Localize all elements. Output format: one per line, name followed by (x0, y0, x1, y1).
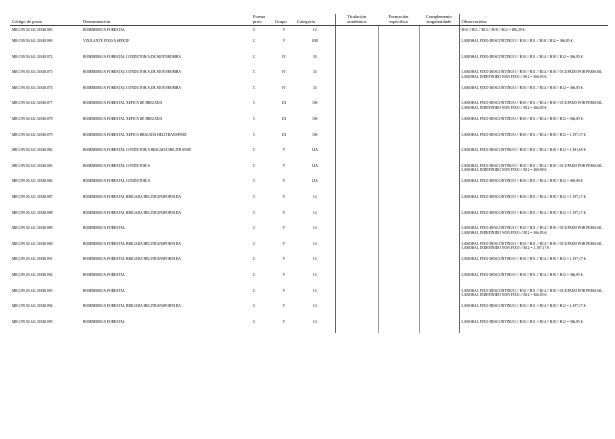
cell-grupo: IV (282, 85, 286, 90)
cell-titulacion (335, 209, 378, 225)
cell-codigo: MR.C99.50.141.31848.079 (12, 132, 53, 137)
table-row (10, 255, 608, 271)
cell-observaciones: LABORAL FIXO-DESCONTINUO // B10 // B11 // B14 // B18 // OCUPADO POR PERSOAL LABORAL INDEFINIDO NON FIXO // B12 = 366,85 €. (459, 287, 608, 303)
cell-complemento (419, 177, 459, 193)
cell-forma: C (253, 257, 256, 262)
cell-codigo: MR.C99.50.141.31848.069 (12, 39, 53, 43)
table-row (10, 193, 608, 209)
cell-titulacion (335, 240, 378, 256)
cell-forma: C (253, 319, 256, 324)
cell-formacion (378, 193, 419, 209)
header-denominacion: Denominación (81, 14, 251, 26)
cell-complemento (419, 302, 459, 318)
cell-complemento (419, 193, 459, 209)
cell-observaciones: LABORAL FIXO-DESCONTINUO // B10 // B11 // B14 // B18 // B12 = 366,85 €. (459, 271, 608, 287)
cell-titulacion (335, 146, 378, 162)
cell-complemento (419, 240, 459, 256)
cell-codigo: MR.C99.50.141.31848.073 (12, 70, 53, 75)
cell-formacion (378, 99, 419, 115)
cell-observaciones: LABORAL FIXO-DESCONTINUO // B10 // B11 // B14 // B18 // B12 = 1.197,17 €. (459, 193, 608, 209)
cell-categoria: 14A (311, 148, 318, 153)
cell-codigo: MR.C99.50.141.31848.077 (12, 101, 53, 106)
cell-titulacion (335, 68, 378, 84)
cell-codigo: MR.C99.50.141.31848.093 (12, 288, 53, 293)
table-row (10, 53, 608, 69)
cell-codigo: MR.C99.50.141.31848.072 (12, 54, 53, 59)
cell-grupo: III (282, 101, 286, 106)
header-titulacion: Titulación académica (335, 14, 378, 26)
cell-complemento (419, 37, 459, 53)
cell-titulacion (335, 115, 378, 131)
cell-titulacion (335, 177, 378, 193)
cell-complemento (419, 53, 459, 69)
cell-forma: C (253, 163, 256, 168)
cell-denominacion: BOMBEIRO/A FORESTAL XEFE/A DE BRIGADA (83, 116, 163, 121)
cell-observaciones: LABORAL FIXO-DESCONTINUO // B10 // B11 // B14 // B18 // B12 = 366,85 €. (459, 53, 608, 69)
cell-forma: C (253, 241, 256, 246)
cell-formacion (378, 224, 419, 240)
cell-categoria: 14 (312, 272, 317, 277)
cell-codigo: MR.C99.50.141.31848.090 (12, 241, 53, 246)
table-row (10, 146, 608, 162)
cell-complemento (419, 271, 459, 287)
cell-denominacion: BOMBEIRO/A FORESTAL BRIGADA HELITRANSPORTADA (83, 241, 181, 246)
cell-forma: C (253, 39, 256, 43)
table-row (10, 224, 608, 240)
cell-grupo: IV (282, 54, 286, 59)
cell-titulacion (335, 99, 378, 115)
table-row (10, 131, 608, 147)
cell-forma: C (253, 304, 256, 309)
cell-categoria: 33 (312, 85, 317, 90)
cell-denominacion: BOMBEIRO/A FORESTAL (83, 288, 126, 293)
cell-forma: C (253, 179, 256, 184)
table-body (10, 26, 608, 334)
cell-denominacion: BOMBEIRO/A FORESTAL CONDUTOR/A (83, 179, 151, 184)
cell-titulacion (335, 84, 378, 100)
cell-denominacion: BOMBEIRO/A FORESTAL (83, 319, 126, 324)
cell-denominacion: BOMBEIRO/A FORESTAL CONDUTOR/A DE MOTOBOMBA (83, 54, 181, 59)
cell-observaciones: LABORAL FIXO-DESCONTINUO // B10 // B11 // B14 // B18 // B12 = 1.197,17 €. (459, 131, 608, 147)
cell-grupo: V (282, 28, 286, 32)
cell-denominacion: BOMBEIRO/A FORESTAL XEFE/A BRIGADA HELITRANSPORT. (83, 132, 188, 137)
cell-denominacion: BOMBEIRO/A FORESTAL CONDUTOR/A BRIGADA HELITRANSF. (83, 148, 192, 153)
table-row (10, 240, 608, 256)
cell-grupo: V (282, 257, 286, 262)
cell-observaciones: B10 // B11 // B14 // B18 // B12 = 486,29 €. (459, 26, 608, 38)
cell-denominacion: BOMBEIRO/A FORESTAL CONDUTOR/A DE MOTOBOMBA (83, 85, 181, 90)
cell-complemento (419, 162, 459, 178)
cell-codigo: MR.C99.50.141.31848.084 (12, 179, 53, 184)
cell-forma: C (253, 226, 256, 231)
cell-codigo: MR.C99.50.141.31848.094 (12, 304, 53, 309)
cell-forma: C (253, 101, 256, 106)
cell-codigo: MR.C99.50.141.31848.074 (12, 85, 53, 90)
cell-observaciones: LABORAL FIXO-DESCONTINUO // B10 // B11 // B14 // B18 // OCUPADO POR PERSOAL LABORAL INDEFINIDO NON FIXO // B12 = 366,85 €. (459, 224, 608, 240)
cell-observaciones: LABORAL FIXO-DESCONTINUO // B10 // B11 // B14 // B18 // OCUPADO POR PERSOAL LABORAL INDEFINIDO NON FIXO // B12 = 366,85 €. (459, 68, 608, 84)
cell-observaciones: LABORAL FIXO-DESCONTINUO // B10 // B11 // B14 // B18 // B12 = 1.381,65 €. (459, 146, 608, 162)
table-row (10, 271, 608, 287)
cell-observaciones: LABORAL FIXO-DESCONTINUO // B10 // B11 // B18 // B12 = 366,85 €. (459, 37, 608, 53)
cell-codigo: MR.C99.50.141.31848.092 (12, 272, 53, 277)
table-row (10, 177, 608, 193)
header-complemento: Complemento singularidade (419, 14, 459, 26)
cell-grupo: V (282, 179, 286, 184)
cell-categoria: 14 (312, 210, 317, 215)
cell-observaciones: LABORAL FIXO-DESCONTINUO // B10 // B11 // B14 // B18 // OCUPADO POR PERSOAL LABORAL INDEFINIDO NON FIXO // B12 = 1.197,17 €. (459, 240, 608, 256)
cell-formacion (378, 26, 419, 38)
cell-titulacion (335, 224, 378, 240)
cell-categoria: 14 (312, 241, 317, 246)
table-row (10, 318, 608, 334)
cell-titulacion (335, 302, 378, 318)
cell-denominacion: BOMBEIRO/A FORESTAL (83, 28, 126, 32)
cell-categoria: 14 (312, 304, 317, 309)
cell-forma: C (253, 132, 256, 137)
table-row (10, 115, 608, 131)
cell-categoria: 14 (312, 194, 317, 199)
cell-grupo: V (282, 304, 286, 309)
cell-titulacion (335, 271, 378, 287)
cell-categoria: 33 (312, 54, 317, 59)
header-codigo: Código de posto (10, 14, 81, 26)
cell-forma: C (253, 288, 256, 293)
table-row (10, 84, 608, 100)
cell-titulacion (335, 287, 378, 303)
table-row (10, 209, 608, 225)
cell-formacion (378, 177, 419, 193)
cell-denominacion: BOMBEIRO/A FORESTAL XEFE/A DE BRIGADA (83, 101, 163, 106)
cell-categoria: 14 (312, 226, 317, 231)
cell-complemento (419, 131, 459, 147)
cell-grupo: V (282, 241, 286, 246)
cell-formacion (378, 255, 419, 271)
cell-grupo: V (282, 194, 286, 199)
cell-complemento (419, 115, 459, 131)
table-row (10, 68, 608, 84)
table-row (10, 26, 608, 38)
cell-forma: C (253, 70, 256, 75)
cell-codigo: MR.C99.50.141.31848.065 (12, 28, 53, 32)
cell-categoria: 100 (311, 116, 318, 121)
cell-observaciones: LABORAL FIXO-DESCONTINUO // B10 // B11 // B14 // B18 // B12 = 366,85 €. (459, 84, 608, 100)
table-row (10, 302, 608, 318)
cell-titulacion (335, 193, 378, 209)
table-row (10, 99, 608, 115)
cell-complemento (419, 209, 459, 225)
cell-denominacion: BOMBEIRO/A FORESTAL BRIGADA HELITRANSPORTADA (83, 257, 181, 262)
cell-titulacion (335, 131, 378, 147)
cell-formacion (378, 37, 419, 53)
cell-forma: C (253, 116, 256, 121)
cell-forma: C (253, 85, 256, 90)
cell-titulacion (335, 318, 378, 334)
header-observaciones: Observacións (459, 14, 608, 26)
cell-complemento (419, 318, 459, 334)
cell-categoria: 14 (312, 28, 317, 32)
cell-denominacion: VIXILANTE FIXO/A SPDCIF (83, 39, 130, 43)
cell-categoria: 14A (311, 163, 318, 168)
cell-formacion (378, 287, 419, 303)
cell-formacion (378, 146, 419, 162)
cell-formacion (378, 131, 419, 147)
cell-grupo: III (282, 132, 286, 137)
cell-complemento (419, 224, 459, 240)
cell-formacion (378, 68, 419, 84)
cell-denominacion: BOMBEIRO/A FORESTAL CONDUTOR/A DE MOTOBOMBA (83, 70, 181, 75)
cell-complemento (419, 146, 459, 162)
cell-grupo: V (282, 272, 286, 277)
cell-categoria: 14 (312, 257, 317, 262)
cell-codigo: MR.C99.50.141.31848.087 (12, 194, 53, 199)
cell-grupo: V (282, 163, 286, 168)
header-categoria: Categoría (295, 14, 335, 26)
cell-categoria: 14 (312, 288, 317, 293)
table-header-row (10, 14, 608, 26)
cell-denominacion: BOMBEIRO/A FORESTAL BRIGADA HELITRANSPORTADA (83, 210, 181, 215)
cell-forma: C (253, 28, 256, 32)
cell-titulacion (335, 255, 378, 271)
cell-formacion (378, 209, 419, 225)
cell-formacion (378, 302, 419, 318)
cell-observaciones: LABORAL FIXO-DESCONTINUO // B10 // B11 // B14 // B18 // B12 = 469,80 €. (459, 177, 608, 193)
cell-grupo: III (282, 116, 286, 121)
cell-complemento (419, 68, 459, 84)
table-row (10, 287, 608, 303)
cell-observaciones: LABORAL FIXO-DESCONTINUO // B10 // B11 // B14 // B18 // B12 = 1.197,17 €. (459, 209, 608, 225)
cell-observaciones: LABORAL FIXO-DESCONTINUO // B10 // B11 // B14 // B18 // OCUPADO POR PERSOAL LABORAL INDEFINIDO NON FIXO // B12 = 366,85 €. (459, 99, 608, 115)
posts-table (10, 14, 608, 333)
cell-formacion (378, 240, 419, 256)
cell-categoria: 100 (311, 132, 318, 137)
cell-categoria: 14A (311, 179, 318, 184)
cell-complemento (419, 255, 459, 271)
cell-observaciones: LABORAL FIXO-DESCONTINUO // B10 // B11 // B14 // B18 // B12 = 366,85 €. (459, 318, 608, 334)
cell-categoria: 10B (311, 39, 318, 43)
cell-grupo: V (282, 148, 286, 153)
cell-complemento (419, 26, 459, 38)
cell-categoria: 100 (311, 101, 318, 106)
cell-formacion (378, 318, 419, 334)
cell-grupo: V (282, 319, 286, 324)
cell-denominacion: BOMBEIRO/A FORESTAL CONDUTOR/A (83, 163, 151, 168)
cell-formacion (378, 162, 419, 178)
cell-denominacion: BOMBEIRO/A FORESTAL BRIGADA HELITRANSPORTADA (83, 304, 181, 309)
cell-denominacion: BOMBEIRO/A FORESTAL BRIGADA HELITRANSPORTADA (83, 194, 181, 199)
cell-codigo: MR.C99.50.141.31848.082 (12, 148, 53, 153)
table-row (10, 162, 608, 178)
cell-formacion (378, 271, 419, 287)
cell-codigo: MR.C99.50.141.31848.078 (12, 116, 53, 121)
cell-complemento (419, 99, 459, 115)
cell-denominacion: BOMBEIRO/A FORESTAL (83, 272, 126, 277)
cell-codigo: MR.C99.50.141.31848.095 (12, 319, 53, 324)
cell-complemento (419, 287, 459, 303)
cell-complemento (419, 84, 459, 100)
cell-formacion (378, 115, 419, 131)
cell-denominacion: BOMBEIRO/A FORESTAL (83, 226, 126, 231)
cell-observaciones: LABORAL FIXO-DESCONTINUO // B10 // B11 // B14 // B18 // B12 = 1.197,17 €. (459, 302, 608, 318)
header-formacion: Formación específica (378, 14, 419, 26)
cell-grupo: V (282, 39, 286, 43)
cell-codigo: MR.C99.50.141.31848.091 (12, 257, 53, 262)
cell-titulacion (335, 37, 378, 53)
cell-codigo: MR.C99.50.141.31848.089 (12, 226, 53, 231)
cell-grupo: V (282, 226, 286, 231)
cell-forma: C (253, 194, 256, 199)
cell-grupo: IV (282, 70, 286, 75)
cell-forma: C (253, 210, 256, 215)
table-row (10, 37, 608, 53)
cell-titulacion (335, 26, 378, 38)
cell-observaciones: LABORAL FIXO-DESCONTINUO // B10 // B11 // B14 // B18 // B12 = 366,85 €. (459, 115, 608, 131)
cell-grupo: V (282, 210, 286, 215)
cell-forma: C (253, 54, 256, 59)
cell-formacion (378, 53, 419, 69)
cell-codigo: MR.C99.50.141.31848.088 (12, 210, 53, 215)
cell-titulacion (335, 162, 378, 178)
cell-observaciones: LABORAL FIXO-DESCONTINUO // B10 // B11 // B14 // B18 // OCUPADO POR PERSOAL LABORAL INDEFINIDO NON FIXO // B12 = 469,80 €. (459, 162, 608, 178)
cell-categoria: 14 (312, 319, 317, 324)
cell-forma: C (253, 272, 256, 277)
header-forma: Forma prov. (251, 14, 273, 26)
cell-grupo: V (282, 288, 286, 293)
cell-categoria: 33 (312, 70, 317, 75)
cell-forma: C (253, 148, 256, 153)
cell-codigo: MR.C99.50.141.31848.083 (12, 163, 53, 168)
cell-titulacion (335, 53, 378, 69)
header-grupo: Grupo (273, 14, 295, 26)
cell-observaciones: LABORAL FIXO-DESCONTINUO // B10 // B11 // B14 // B18 // B12 = 1.197,17 €. (459, 255, 608, 271)
cell-formacion (378, 84, 419, 100)
